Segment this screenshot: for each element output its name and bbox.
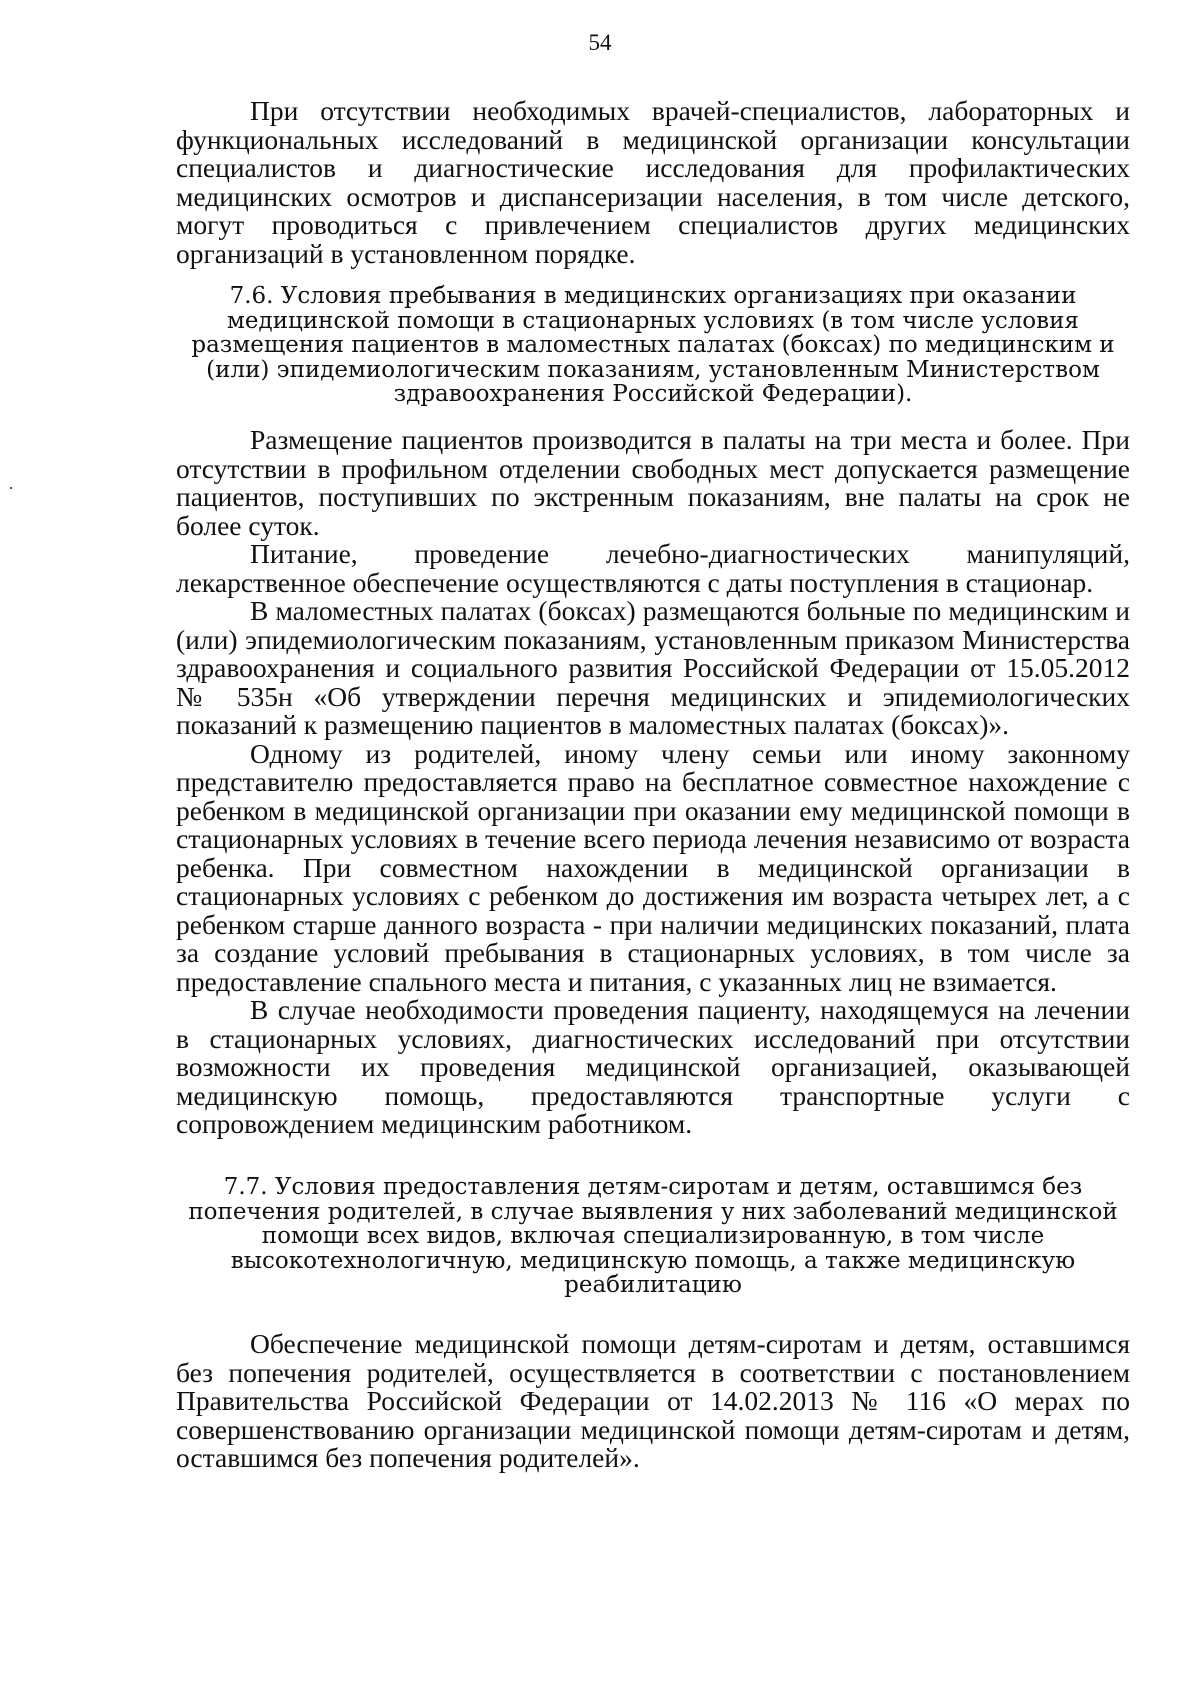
section-heading: 7.7. Условия предоставления детям-сиротам и детям, оставшимся без попечения родителей, в случае выявления у них заболеваний медицинской помощи всех видов, включая специализированную, в том числе высокотехнологичную, медицинскую помощь, а также медицинскую реабилитацию — [188, 1174, 1118, 1298]
paragraph: Обеспечение медицинской помощи детям-сиротам и детям, оставшимся без попечения родителей, осуществляется в соответствии с постановлением Правительства Российской Федерации от 14.02.2013 № 116 «О мерах по совершенствованию организации медицинской помощи детям-сиротам и детям, оставшимся без попечения родителей». — [176, 1328, 1130, 1473]
paragraph: Одному из родителей, иному члену семьи или иному законному представителю предоставляется право на бесплатное совместное нахождение с ребенком в медицинской организации при оказании ему медицинской помощи в стационарных условиях в течение всего периода лечения независимо от возраста ребенка. При совместном нахождении в медицинской организации в стационарных условиях с ребенком до достижения им возраста четырех лет, а с ребенком старше данного возраста - при наличии медицинских показаний, плата за создание условий пребывания в стационарных условиях, в том числе за предоставление спального места и питания, с указанных лиц не взимается. — [176, 737, 1130, 997]
section-7-6-heading — [176, 284, 1130, 407]
page-number: 54 — [588, 30, 612, 55]
section-7-7-body — [176, 1330, 1130, 1473]
paragraph: В маломестных палатах (боксах) размещаются больные по медицинским и (или) эпидемиологическим показаниям, установленным приказом Министерства здравоохранения и социального развития Российской Федерации от 15.05.2012 № 535н «Об утверждении перечня медицинских и эпидемиологических показаний к размещению пациентов в маломестных палатах (боксах)». — [176, 595, 1130, 740]
section-heading: 7.6. Условия пребывания в медицинских организациях при оказании медицинской помощи в стационарных условиях (в том числе условия размещения пациентов в маломестных палатах (боксах) по медицинским и (или) эпидемиологическим показаниям, установленным Министерством здравоохранения Российской Федерации). — [191, 283, 1115, 407]
intro-block — [176, 97, 1130, 268]
scan-speck — [10, 487, 12, 489]
paragraph: Питание, проведение лечебно-диагностических манипуляций, лекарственное обеспечение осуществляются с даты поступления в стационар. — [176, 538, 1130, 598]
paragraph: При отсутствии необходимых врачей-специалистов, лабораторных и функциональных исследований в медицинской организации консультации специалистов и диагностические исследования для профилактических медицинских осмотров и диспансеризации населения, в том числе детского, могут проводиться с привлечением специалистов других медицинских организаций в установленном порядке. — [176, 95, 1130, 269]
paragraph: Размещение пациентов производится в палаты на три места и более. При отсутствии в профильном отделении свободных мест допускается размещение пациентов, поступивших по экстренным показаниям, вне палаты на срок не более суток. — [176, 424, 1130, 541]
paragraph: В случае необходимости проведения пациенту, находящемуся на лечении в стационарных условиях, диагностических исследований при отсутствии возможности их проведения медицинской организацией, оказывающей медицинскую помощь, предоставляются транспортные услуги с сопровождением медицинским работником. — [176, 994, 1130, 1139]
section-7-7-heading — [176, 1175, 1130, 1298]
section-7-6-body — [176, 426, 1130, 1139]
